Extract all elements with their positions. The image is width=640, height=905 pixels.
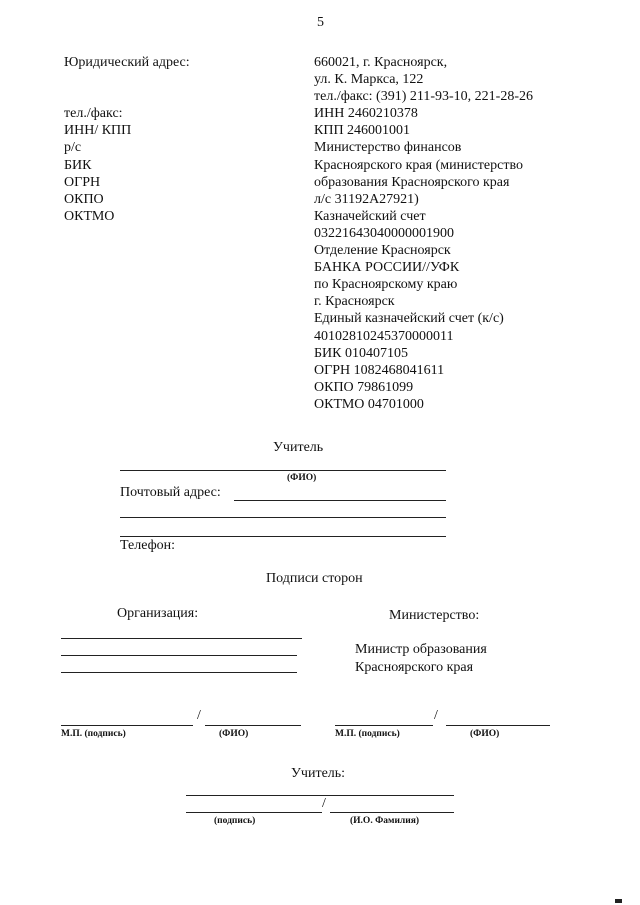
teacher-name-caption: (И.О. Фамилия) (350, 816, 420, 826)
requisite-line: Отделение Красноярск (314, 243, 451, 259)
okpo-label: ОКПО (64, 191, 104, 207)
ogrn-label: ОГРН (64, 174, 101, 190)
ministry-signature-slash: / (434, 708, 438, 723)
requisite-line: 03221643040000001900 (314, 225, 454, 241)
requisite-line: БАНКА РОССИИ//УФК (314, 260, 460, 276)
requisite-line: Единый казначейский счет (к/с) (314, 311, 504, 327)
requisite-line: ОКТМО 04701000 (314, 396, 424, 412)
requisite-line: ул. К. Маркса, 122 (314, 72, 424, 88)
org-fio-caption: (ФИО) (219, 729, 249, 739)
teacher-signature-line[interactable] (186, 812, 322, 813)
teacher-fio-line[interactable] (120, 470, 446, 471)
ministry-fio-caption: (ФИО) (470, 729, 500, 739)
requisite-line: по Красноярскому краю (314, 277, 458, 293)
minister-title-line-1: Министр образования (355, 642, 487, 657)
scan-mark (615, 899, 622, 903)
requisite-line: 40102810245370000011 (314, 328, 454, 344)
requisite-line: образования Красноярского края (314, 174, 510, 190)
postal-address-label: Почтовый адрес: (120, 485, 221, 500)
phone-fax-label: тел./факс: (64, 106, 123, 122)
organization-line-1[interactable] (61, 638, 302, 639)
teacher-name-line[interactable] (330, 812, 454, 813)
requisite-line: г. Красноярск (314, 294, 395, 310)
ministry-signature-line[interactable] (335, 725, 433, 726)
teacher-sign-label: Учитель: (291, 766, 346, 781)
organization-line-2[interactable] (61, 655, 297, 656)
org-fio-line[interactable] (205, 725, 301, 726)
requisite-line: ОГРН 1082468041611 (314, 362, 445, 378)
org-sign-caption: М.П. (подпись) (61, 729, 126, 739)
postal-address-line-2[interactable] (120, 517, 446, 518)
requisite-line: 660021, г. Красноярск, (314, 55, 448, 70)
requisite-line: Красноярского края (министерство (314, 157, 523, 173)
requisite-line: ИНН 2460210378 (314, 106, 418, 122)
organization-label: Организация: (117, 606, 199, 621)
requisite-line: КПП 246001001 (314, 123, 411, 139)
ministry-sign-caption: М.П. (подпись) (335, 729, 400, 739)
oktmo-label: ОКТМО (64, 208, 115, 224)
inn-kpp-label: ИНН/ КПП (64, 123, 132, 139)
bik-label: БИК (64, 157, 92, 173)
teacher-signature-slash: / (322, 796, 326, 811)
legal-address-label: Юридический адрес: (64, 55, 190, 70)
postal-address-line[interactable] (234, 500, 446, 501)
requisite-line: тел./факс: (391) 211-93-10, 221-28-26 (314, 89, 534, 105)
requisites-values (314, 54, 533, 413)
phone-label: Телефон: (120, 538, 176, 553)
requisite-line: Министерство финансов (314, 140, 462, 156)
organization-line-3[interactable] (61, 672, 297, 673)
postal-address-line-3[interactable] (120, 536, 446, 537)
requisites-labels (64, 54, 190, 225)
minister-title-line-2: Красноярского края (355, 660, 474, 675)
ministry-label: Министерство: (389, 608, 480, 623)
requisite-line: л/с 31192А27921) (314, 191, 419, 207)
ministry-fio-line[interactable] (446, 725, 550, 726)
requisite-line: Казначейский счет (314, 208, 426, 224)
requisite-line: БИК 010407105 (314, 345, 408, 361)
page-number: 5 (317, 15, 324, 30)
org-signature-line[interactable] (61, 725, 193, 726)
signatures-heading: Подписи сторон (266, 571, 363, 586)
teacher-fio-caption: (ФИО) (287, 473, 317, 483)
requisite-line: ОКПО 79861099 (314, 379, 414, 395)
account-label: р/с (64, 140, 82, 156)
teacher-sign-top-line[interactable] (186, 795, 454, 796)
teacher-heading: Учитель (273, 440, 324, 455)
org-signature-slash: / (197, 708, 201, 723)
teacher-sign-caption: (подпись) (214, 816, 256, 826)
